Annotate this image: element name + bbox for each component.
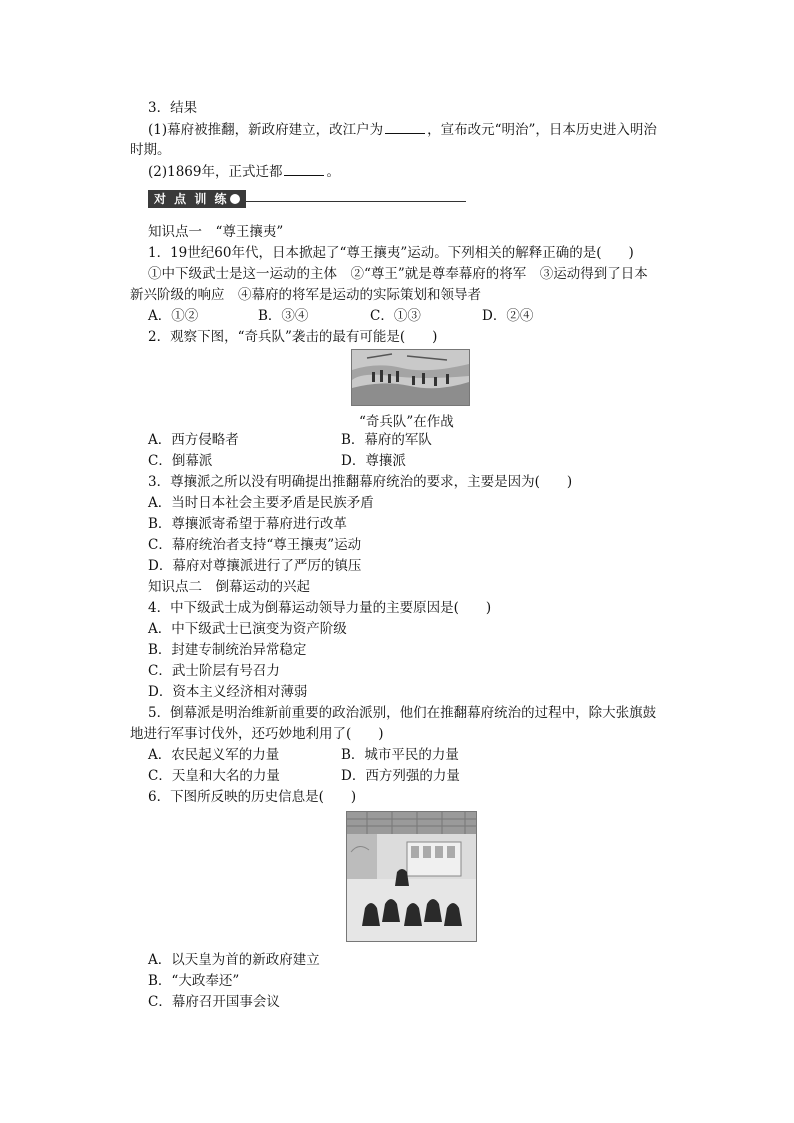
q4-stem: 4．中下级武士成为倒幕运动领导力量的主要原因是( ) — [148, 600, 492, 616]
q3-stem: 3．尊攘派之所以没有明确提出推翻幕府统治的要求，主要是因为( ) — [148, 474, 573, 490]
q1-option-c[interactable]: C．①③ — [370, 308, 421, 324]
q1-option-b[interactable]: B．③④ — [258, 308, 309, 324]
fill-blank-2[interactable] — [284, 161, 324, 176]
q2-option-b[interactable]: B．幕府的军队 — [341, 432, 432, 448]
taisei-hokan-image — [346, 811, 477, 942]
q2-option-c[interactable]: C．倒幕派 — [148, 453, 213, 469]
result-item-1 — [148, 119, 657, 140]
q1-stem: 1．19世纪60年代，日本掀起了“尊王攘夷”运动。下列相关的解释正确的是( ) — [148, 245, 634, 261]
q5-option-d[interactable]: D．西方列强的力量 — [341, 768, 460, 784]
result-item-1-text-a: (1)幕府被推翻，新政府建立，改江户为 — [148, 122, 384, 138]
q6-option-a[interactable]: A．以天皇为首的新政府建立 — [148, 952, 320, 968]
q5-option-a[interactable]: A．农民起义军的力量 — [148, 747, 280, 763]
q2-stem: 2．观察下图，“奇兵队”袭击的最有可能是( ) — [148, 329, 438, 345]
kiheitai-battle-image — [351, 349, 470, 406]
result-item-1-text-b: ，宣布改元“明治”，日本历史进入明治 — [427, 122, 657, 138]
result-item-1-cont: 时期。 — [130, 142, 171, 158]
knowledge-point-1: 知识点一 “尊王攘夷” — [148, 224, 284, 240]
q3-option-d[interactable]: D．幕府对尊攘派进行了严厉的镇压 — [148, 558, 362, 574]
q1-option-d[interactable]: D．②④ — [482, 308, 534, 324]
q2-option-d[interactable]: D．尊攘派 — [341, 453, 406, 469]
q2-figure-caption: “奇兵队”在作战 — [359, 414, 454, 430]
q6-stem: 6．下图所反映的历史信息是( ) — [148, 789, 357, 805]
section-rule — [246, 201, 466, 202]
q1-option-a[interactable]: A．①② — [148, 308, 199, 324]
circle-icon — [230, 194, 240, 204]
result-item-2 — [148, 161, 340, 182]
q5-option-b[interactable]: B．城市平民的力量 — [341, 747, 459, 763]
q3-option-a[interactable]: A．当时日本社会主要矛盾是民族矛盾 — [148, 495, 374, 511]
result-heading: 3．结果 — [148, 100, 198, 116]
result-item-2-text-b: 。 — [326, 164, 340, 180]
q4-option-b[interactable]: B．封建专制统治异常稳定 — [148, 642, 307, 658]
q6-option-b[interactable]: B．“大政奉还” — [148, 973, 240, 989]
q4-option-c[interactable]: C．武士阶层有号召力 — [148, 663, 280, 679]
q2-option-a[interactable]: A．西方侵略者 — [148, 432, 239, 448]
knowledge-point-2: 知识点二 倒幕运动的兴起 — [148, 579, 310, 595]
q3-option-c[interactable]: C．幕府统治者支持“尊王攘夷”运动 — [148, 537, 362, 553]
q1-stem-3: 新兴阶级的响应 ④幕府的将军是运动的实际策划和领导者 — [130, 287, 481, 303]
q5-stem-2: 地进行军事讨伐外，还巧妙地利用了( ) — [130, 726, 384, 742]
result-item-2-text-a: (2)1869年，正式迁都 — [148, 164, 283, 180]
section-title: 对 点 训 练 — [148, 190, 246, 208]
q5-stem: 5．倒幕派是明治维新前重要的政治派别，他们在推翻幕府统治的过程中，除大张旗鼓 — [148, 705, 657, 721]
q6-option-c[interactable]: C．幕府召开国事会议 — [148, 994, 280, 1010]
section-header — [148, 190, 466, 208]
q4-option-a[interactable]: A．中下级武士已演变为资产阶级 — [148, 621, 347, 637]
fill-blank-1[interactable] — [385, 119, 425, 134]
q5-option-c[interactable]: C．天皇和大名的力量 — [148, 768, 280, 784]
q3-option-b[interactable]: B．尊攘派寄希望于幕府进行改革 — [148, 516, 347, 532]
q4-option-d[interactable]: D．资本主义经济相对薄弱 — [148, 684, 308, 700]
q1-stem-2: ①中下级武士是这一运动的主体 ②“尊王”就是尊奉幕府的将军 ③运动得到了日本 — [148, 266, 648, 282]
